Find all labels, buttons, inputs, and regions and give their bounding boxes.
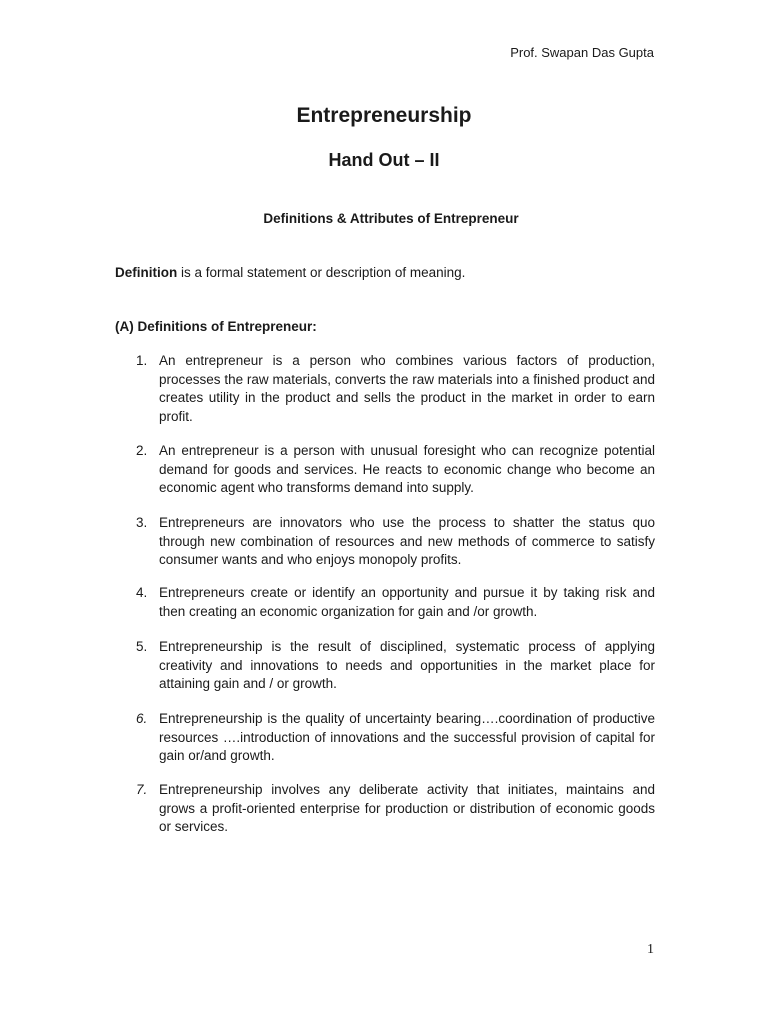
definition-paragraph — [115, 265, 465, 280]
list-item-text: An entrepreneur is a person with unusual foresight who can recognize potential demand for goods and services. He reacts to economic change who become an economic agent who transforms demand into supply. — [159, 443, 655, 495]
document-subtitle: Hand Out – II — [328, 150, 440, 170]
definition-text: is a formal statement or description of meaning. — [177, 265, 466, 280]
list-item — [136, 584, 655, 621]
list-item — [136, 514, 655, 570]
list-item-number: 7. — [136, 782, 148, 797]
list-item-number: 3. — [136, 515, 148, 530]
list-item — [136, 710, 655, 766]
definition-term: Definition — [115, 265, 178, 280]
list-item-number: 6. — [136, 711, 148, 726]
list-item-number: 4. — [136, 585, 148, 600]
list-item-text: Entrepreneurs create or identify an opportunity and pursue it by taking risk and then creating an economic organization for gain and /or growth. — [159, 585, 655, 619]
list-item-text: Entrepreneurship is the result of disciplined, systematic process of applying creativity and innovations to needs and opportunities in the market place for attaining gain and / or growth. — [159, 639, 655, 691]
list-item-number: 2. — [136, 443, 148, 458]
list-item — [136, 638, 655, 694]
list-item — [136, 442, 655, 498]
list-item-text: Entrepreneurship involves any deliberate activity that initiates, maintains and grows a profit-oriented enterprise for production or distribution of economic goods or services. — [159, 782, 655, 834]
list-item-text: An entrepreneur is a person who combines various factors of production, processes the raw materials, converts the raw materials into a finished product and creates utility in the product and sells the product in the market in order to earn profit. — [159, 353, 655, 424]
page-number: 1 — [647, 942, 654, 957]
list-item-text: Entrepreneurs are innovators who use the process to shatter the status quo through new combination of resources and new methods of commerce to satisfy consumer wants and who enjoys monopoly profits. — [159, 515, 655, 567]
list-item-text: Entrepreneurship is the quality of uncertainty bearing….coordination of productive resources ….introduction of innovations and the successful provision of capital for gain or/and growth. — [159, 711, 655, 763]
document-title: Entrepreneurship — [296, 104, 472, 127]
list-item-number: 5. — [136, 639, 148, 654]
list-item-number: 1. — [136, 353, 148, 368]
list-item — [136, 352, 655, 426]
section-heading: Definitions & Attributes of Entrepreneur — [263, 211, 519, 226]
author-header: Prof. Swapan Das Gupta — [510, 45, 654, 60]
list-item — [136, 781, 655, 837]
definitions-subheading: (A) Definitions of Entrepreneur: — [115, 319, 317, 334]
